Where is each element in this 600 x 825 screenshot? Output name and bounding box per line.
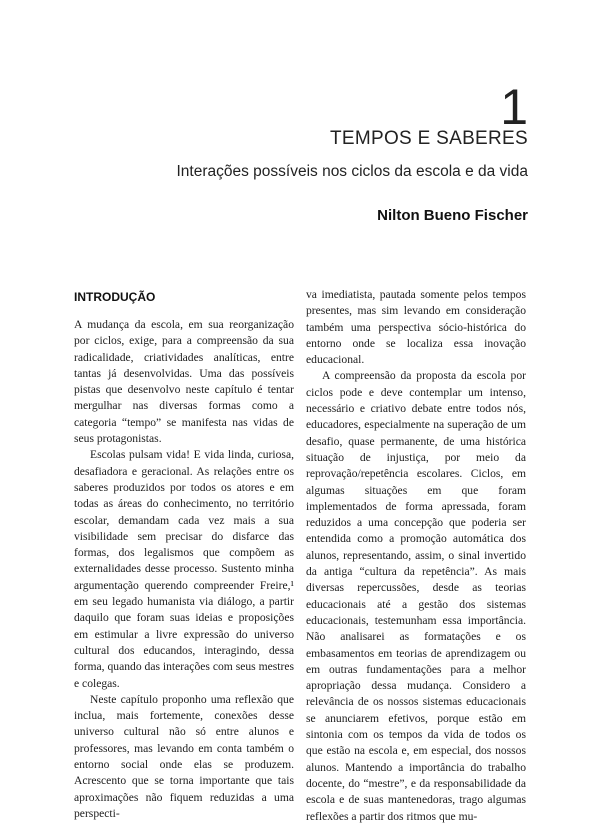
paragraph: A compreensão da proposta da escola por ciclos pode e deve contemplar um intenso, necessário e criativo debate entre todos nós, educadores, especialmente na superação de um desafio, quase permanente, de uma histórica situação de injustiça, por meio da reprovação/repetência escolares. Ciclos, em algumas situações em que foram implementados de forma apressada, foram reduzidos a uma concepção que poderia ser entendida como a promoção automática dos alunos, representando, assim, o sinal invertido da antiga “cultura da repetência”. As mais diversas repercussões, desde as teorias educacionais até a gestão dos sistemas educacionais, testemunham essa importância. Não analisarei as formatações e os embasamentos em teorias de aprendizagem ou em outras fundamentações para a melhor apropriação dessa mudança. Considero a relevância de os nossos sistemas educacionais se anunciarem efetivos, porque estão em sintonia com os tempos da vida de todos os que estão na escola e, em especial, dos nossos alunos. Mantendo a importância do trabalho docente, do “mestre”, e da responsabilidade da escola e de suas mantenedoras, trago algumas reflexões a partir dos ritmos que mu- bbox=[306, 369, 526, 823]
left-column bbox=[74, 317, 294, 822]
paragraph: A mudança da escola, em sua reorganização por ciclos, exige, para a compreensão da sua radicalidade, criatividades analíticas, entre tantas já desenvolvidas. Uma das possíveis pistas que desenvolvo neste capítulo é tentar mergulhar nas diversas formas como a categoria “tempo” se manifesta nas vidas de seus protagonistas. bbox=[74, 318, 294, 446]
paragraph: Neste capítulo proponho uma reflexão que inclua, mais fortemente, conexões desse universo cultural não só entre alunos e professores, mas levando em conta também o entorno social onde elas se produzem. Acrescento que se torna importante que tais aproximações não fiquem reduzidas a uma perspecti- bbox=[74, 692, 294, 820]
chapter-subtitle: Interações possíveis nos ciclos da escola e da vida bbox=[176, 163, 528, 180]
chapter-title: TEMPOS E SABERES bbox=[329, 128, 528, 149]
paragraph: va imediatista, pautada somente pelos tempos presentes, mas sim levando em consideração também uma perspectiva sócio-histórica do entorno onde se localiza essa inovação educacional. bbox=[306, 288, 526, 367]
author-name: Nilton Bueno Fischer bbox=[377, 207, 528, 224]
paragraph: Escolas pulsam vida! E vida linda, curiosa, desafiadora e geracional. As relações entre os saberes produzidos por todos os atores e em todas as áreas do conhecimento, no território escolar, demandam cada vez mais a sua visibilidade sem precisar do disfarce das formas, dos legalismos que compõem as externalidades desse processo. Sustento minha argumentação querendo compreender Freire,¹ em seu legado humanista via diálogo, a partir daquilo que foram suas ideias e proposições em estimular a livre expressão do universo cultural dos educandos, interagindo, dessa forma, quando das interações com seus mestres e colegas. bbox=[74, 448, 294, 690]
chapter-number: 1 bbox=[500, 79, 528, 135]
right-column bbox=[306, 287, 526, 825]
section-heading: INTRODUÇÃO bbox=[74, 290, 156, 304]
